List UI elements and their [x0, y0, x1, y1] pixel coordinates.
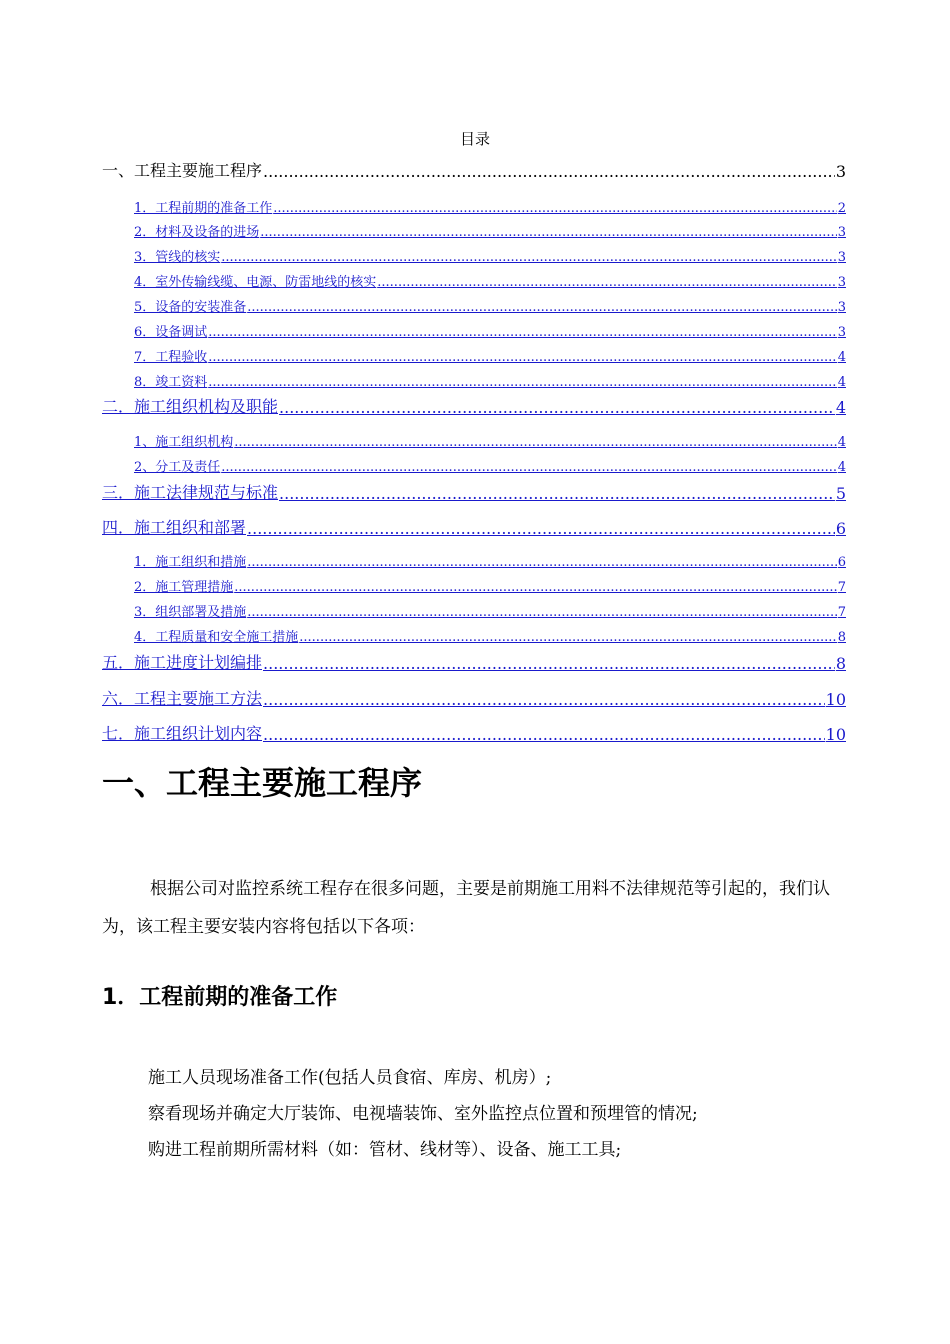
toc-entry-page: 2	[837, 201, 846, 216]
toc-entry[interactable]	[134, 431, 846, 450]
toc-entry[interactable]	[134, 321, 846, 340]
toc-entry-text: 1、施工组织机构	[134, 435, 234, 450]
toc-entry-page: 5	[835, 484, 846, 503]
toc-entry-text: 二．施工组织机构及职能	[102, 397, 279, 416]
toc-entry-page: 3	[837, 300, 846, 315]
toc-leader-dots	[273, 201, 836, 216]
toc-entry[interactable]	[134, 576, 846, 595]
toc-entry-page: 3	[837, 325, 846, 340]
toc-entry[interactable]	[102, 480, 846, 503]
toc-entry-text: 5．设备的安装准备	[134, 300, 247, 315]
toc-entry-text: 7．工程验收	[134, 350, 208, 365]
toc-entry[interactable]	[134, 346, 846, 365]
toc-entry[interactable]	[134, 271, 846, 290]
toc-entry-page: 3	[835, 162, 846, 181]
toc-entry-text: 1．施工组织和措施	[134, 555, 247, 570]
toc-entry-page: 3	[837, 275, 846, 290]
toc-entry-page: 3	[837, 250, 846, 265]
toc-entry-text: 2．材料及设备的进场	[134, 225, 260, 240]
toc-entry-text: 七．施工组织计划内容	[102, 724, 263, 743]
toc-entry-text: 2．施工管理措施	[134, 580, 234, 595]
toc-entry-page: 4	[837, 435, 846, 450]
toc-entry-page: 4	[837, 460, 846, 475]
toc-entry-page: 10	[825, 725, 846, 744]
paragraph-text: 根据公司对监控系统工程存在很多问题，主要是前期施工用料不法律规范等引起的，我们认为，该工程主要安装内容将包括以下各项：	[102, 879, 830, 937]
toc-leader-dots	[247, 555, 836, 570]
toc-entry[interactable]	[102, 158, 846, 181]
toc-entry[interactable]	[102, 394, 846, 417]
toc-entry[interactable]	[134, 371, 846, 390]
toc-entry-page: 7	[837, 605, 846, 620]
body-line: 施工人员现场准备工作(包括人员食宿、库房、机房）;	[148, 1068, 552, 1088]
toc-entry[interactable]	[102, 515, 846, 538]
toc-entry-text: 4．室外传输线缆、电源、防雷地线的核实	[134, 275, 377, 290]
toc-entry[interactable]	[134, 601, 846, 620]
toc-entry-text: 2、分工及责任	[134, 460, 221, 475]
toc-entry-page: 6	[835, 519, 846, 538]
toc-entry[interactable]	[134, 456, 846, 475]
toc-leader-dots	[208, 325, 836, 340]
toc-entry[interactable]	[134, 246, 846, 265]
toc-entry-page: 7	[837, 580, 846, 595]
toc-leader-dots	[221, 460, 836, 475]
toc-leader-dots	[263, 725, 825, 744]
toc-entry[interactable]	[134, 296, 846, 315]
toc-entry[interactable]	[134, 197, 846, 216]
section-intro-paragraph	[102, 870, 852, 946]
toc-entry-text: 6．设备调试	[134, 325, 208, 340]
subsection-heading: 1．工程前期的准备工作	[102, 985, 338, 1010]
toc-entry[interactable]	[102, 650, 846, 673]
toc-leader-dots	[221, 250, 836, 265]
toc-leader-dots	[247, 300, 836, 315]
section-heading: 一、工程主要施工程序	[102, 764, 423, 802]
toc-entry-text: 一、工程主要施工程序	[102, 161, 263, 180]
toc-entry-text: 8．竣工资料	[134, 375, 208, 390]
toc-leader-dots	[247, 519, 835, 538]
toc-leader-dots	[263, 654, 835, 673]
toc-leader-dots	[234, 435, 836, 450]
toc-entry-page: 10	[825, 690, 846, 709]
toc-leader-dots	[299, 630, 836, 645]
toc-entry-page: 6	[837, 555, 846, 570]
toc-leader-dots	[377, 275, 836, 290]
toc-entry-text: 六．工程主要施工方法	[102, 689, 263, 708]
toc-leader-dots	[263, 690, 825, 709]
toc-entry-page: 8	[835, 654, 846, 673]
toc-entry-page: 3	[837, 225, 846, 240]
toc-leader-dots	[247, 605, 836, 620]
toc-leader-dots	[263, 162, 835, 181]
toc-entry-text: 三．施工法律规范与标准	[102, 483, 279, 502]
toc-title: 目录	[459, 130, 490, 148]
toc-entry[interactable]	[102, 686, 846, 709]
toc-entry-text: 3．组织部署及措施	[134, 605, 247, 620]
toc-entry-text: 五．施工进度计划编排	[102, 653, 263, 672]
body-line: 购进工程前期所需材料（如：管材、线材等）、设备、施工工具;	[148, 1140, 622, 1160]
toc-entry-page: 4	[837, 350, 846, 365]
toc-entry[interactable]	[134, 221, 846, 240]
toc-entry-text: 3．管线的核实	[134, 250, 221, 265]
body-line: 察看现场并确定大厅装饰、电视墙装饰、室外监控点位置和预埋管的情况;	[148, 1104, 698, 1124]
toc-entry[interactable]	[134, 626, 846, 645]
toc-entry-page: 4	[837, 375, 846, 390]
toc-entry[interactable]	[102, 721, 846, 744]
toc-leader-dots	[279, 484, 835, 503]
toc-leader-dots	[208, 350, 836, 365]
toc-leader-dots	[208, 375, 836, 390]
toc-leader-dots	[279, 398, 835, 417]
toc-leader-dots	[234, 580, 836, 595]
toc-entry-text: 四．施工组织和部署	[102, 518, 247, 537]
toc-entry-page: 4	[835, 398, 846, 417]
toc-entry-text: 4．工程质量和安全施工措施	[134, 630, 299, 645]
toc-leader-dots	[260, 225, 836, 240]
toc-entry-text: 1．工程前期的准备工作	[134, 201, 273, 216]
toc-entry-page: 8	[837, 630, 846, 645]
toc-entry[interactable]	[134, 551, 846, 570]
